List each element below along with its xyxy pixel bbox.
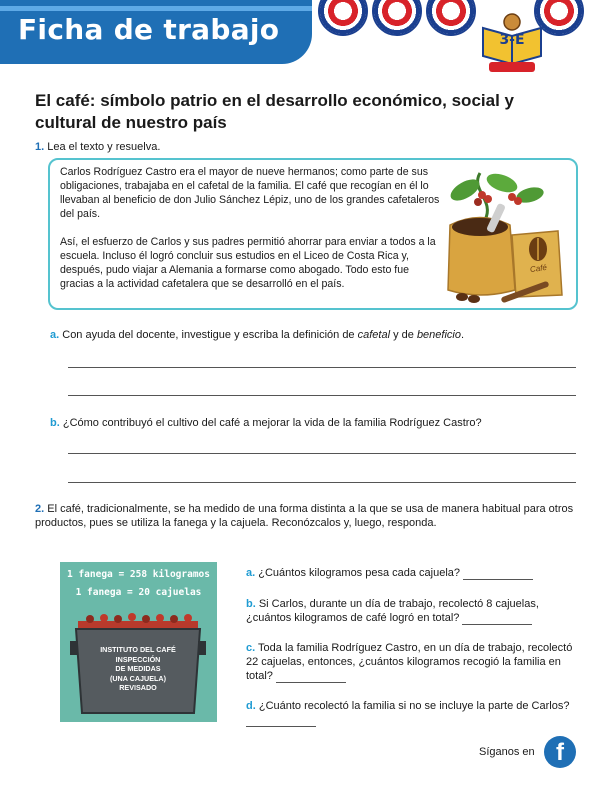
answer-line[interactable] — [68, 482, 576, 483]
question-text: Lea el texto y resuelva. — [47, 141, 161, 153]
reading-paragraph: Así, el esfuerzo de Carlos y sus padres permitió ahorrar para enviar a todos a la escuela. Incluso él logró concluir sus estudios en el Liceo de Costa Rica y, después, pudo viajar a Alemania a formarse como abogado. Todo esto fue gracias a la actividad cafetalera que se desarrolló en el país. — [60, 236, 436, 290]
question-number: 2. — [35, 503, 45, 515]
question-text: ¿Cuánto recolectó la familia si no se incluye la parte de Carlos? — [258, 700, 570, 712]
answer-blank[interactable] — [462, 624, 532, 625]
rosette-decoration — [426, 0, 476, 36]
term-cafetal: cafetal — [357, 329, 391, 341]
answer-line[interactable] — [68, 395, 576, 396]
answer-line[interactable] — [68, 453, 576, 454]
question-text: El café, tradicionalmente, se ha medido de una forma distinta a la que se usa de manera habitual para otros productos, pues se utiliza la fanega y la cajuela. Reconózcalos y, luego, responda. — [35, 503, 574, 529]
question-number: 1. — [35, 141, 45, 153]
question-1a — [50, 328, 570, 342]
question-2b — [246, 597, 576, 625]
bag-label: Café — [529, 262, 548, 275]
sub-letter: c. — [246, 642, 256, 654]
coffee-bag-illustration — [440, 165, 572, 305]
question-text: Con ayuda del docente, investigue y escriba la definición de — [62, 329, 358, 341]
question-2c — [246, 641, 576, 683]
question-1b — [50, 416, 570, 430]
question-2a — [246, 566, 576, 580]
sub-letter: d. — [246, 700, 256, 712]
question-2d — [246, 699, 576, 727]
answer-blank[interactable] — [463, 579, 533, 580]
answer-blank[interactable] — [276, 682, 346, 683]
sub-letter: b. — [246, 598, 256, 610]
cajuela-label-line: DE MEDIDAS — [115, 664, 161, 673]
cajuela-label — [78, 645, 198, 693]
question-1-prompt — [35, 141, 160, 153]
answer-line[interactable] — [68, 367, 576, 368]
term-beneficio: beneficio — [416, 329, 461, 341]
question-text: Si Carlos, durante un día de trabajo, recolectó 8 cajuelas, ¿cuántos kilogramos de café logró en total? — [246, 598, 539, 624]
cajuela-label-line: INSTITUTO DEL CAFÉ — [100, 645, 176, 654]
rosette-decoration — [318, 0, 368, 36]
sub-letter: b. — [50, 417, 60, 429]
question-text: . — [460, 329, 465, 341]
sub-letter: a. — [50, 329, 60, 341]
cajuela-label-line: (UNA CAJUELA) — [109, 673, 167, 683]
question-text: Toda la familia Rodríguez Castro, en un día de trabajo, recolectó 22 cajuelas, entonces, ¿cuántos kilogramos recogió la familia en total? — [246, 642, 573, 682]
sub-letter: a. — [246, 567, 256, 579]
section-title: El café: símbolo patrio en el desarrollo económico, social y cultural de nuestro país — [35, 91, 514, 132]
question-text: y de — [390, 329, 417, 341]
answer-blank[interactable] — [246, 726, 316, 727]
follow-text: Síganos en — [479, 746, 535, 758]
conversion-label: 1 fanega = 20 cajuelas — [75, 587, 202, 598]
question-text: ¿Cómo contribuyó el cultivo del café a mejorar la vida de la familia Rodríguez Castro? — [62, 417, 482, 429]
cajuela-label-line: REVISADO — [119, 683, 157, 692]
page-title: Ficha de trabajo — [18, 13, 280, 46]
reading-paragraph: Carlos Rodríguez Castro era el mayor de nueve hermanos; como parte de sus obligaciones, trabajaba en el cafetal de la familia. El café que recogían en él lo llevaban al beneficio de don Julio Sánchez Lépiz, uno de los grandes cafetaleros del país. — [60, 166, 440, 220]
rosette-decoration — [372, 0, 422, 36]
conversion-label: 1 fanega = 258 kilogramos — [67, 569, 210, 580]
facebook-icon[interactable]: f — [544, 736, 576, 768]
question-2-prompt — [35, 502, 580, 530]
question-text: ¿Cuántos kilogramos pesa cada cajuela? — [258, 567, 461, 579]
logo-text: 3-E — [499, 32, 525, 48]
cajuela-label-line: INSPECCIÓN — [115, 654, 161, 664]
